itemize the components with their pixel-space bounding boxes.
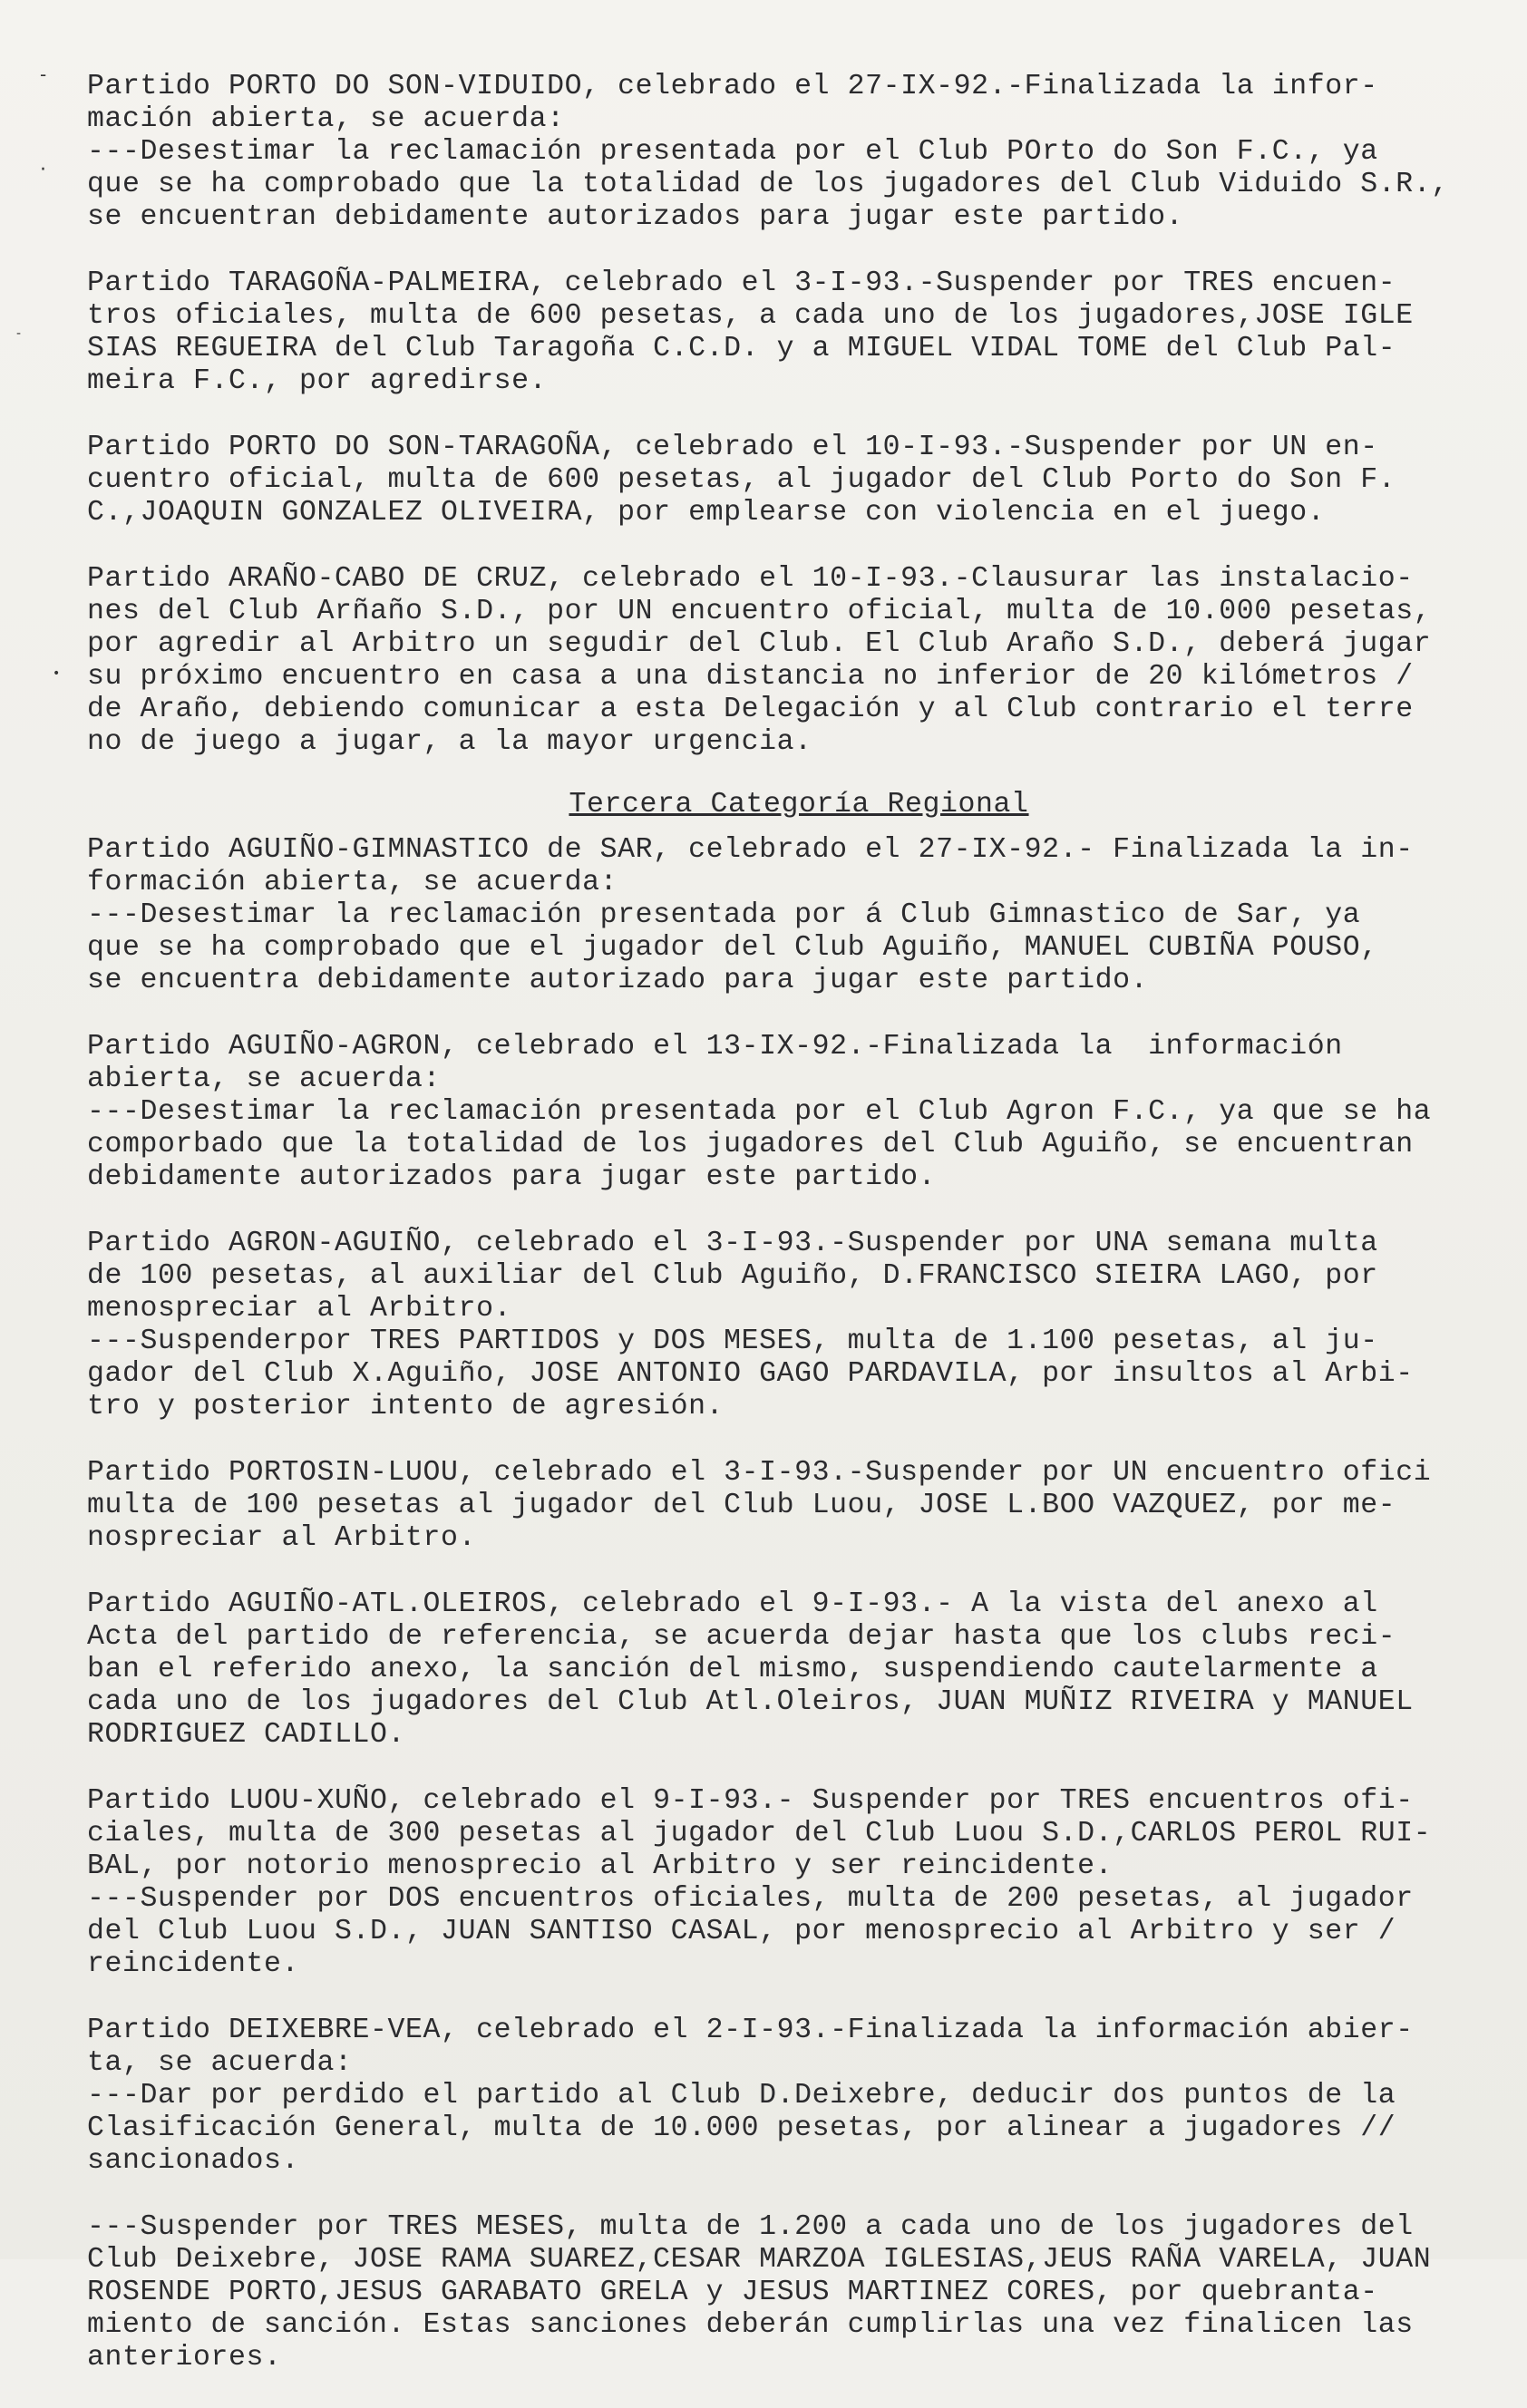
text-line: Partido AGUIÑO-AGRON, celebrado el 13-IX-92.-Finalizada la información <box>87 1031 1343 1063</box>
resolution-paragraph <box>87 2015 1474 2178</box>
resolution-paragraph <box>87 1457 1474 1555</box>
text-line: ---Suspender por TRES MESES, multa de 1.200 a cada uno de los jugadores del <box>87 2211 1414 2243</box>
text-line: cada uno de los jugadores del Club Atl.Oleiros, JUAN MUÑIZ RIVEIRA y MANUEL <box>87 1686 1414 1718</box>
margin-mark: - <box>40 63 47 85</box>
resolution-paragraph <box>87 1588 1474 1752</box>
text-line: ---Desestimar la reclamación presentada por el Club POrto do Son F.C., ya <box>87 136 1378 168</box>
text-line: que se ha comprobado que el jugador del Club Aguiño, MANUEL CUBIÑA POUSO, <box>87 932 1378 964</box>
text-line: RODRIGUEZ CADILLO. <box>87 1719 406 1751</box>
margin-mark: - <box>16 326 22 341</box>
text-line: Partido PORTO DO SON-VIDUIDO, celebrado el 27-IX-92.-Finalizada la infor- <box>87 71 1378 102</box>
resolution-paragraph <box>87 1785 1474 1981</box>
text-line: ---Desestimar la reclamación presentada por el Club Agron F.C., ya que se ha <box>87 1096 1432 1128</box>
document-body <box>87 71 1474 2408</box>
text-line: reincidente. <box>87 1948 300 1980</box>
text-line: SIAS REGUEIRA del Club Taragoña C.C.D. y a MIGUEL VIDAL TOME del Club Pal- <box>87 333 1396 364</box>
text-line: ban el referido anexo, la sanción del mismo, suspendiendo cautelarmente a <box>87 1654 1378 1685</box>
text-line: Partido AGUIÑO-GIMNASTICO de SAR, celebrado el 27-IX-92.- Finalizada la in- <box>87 834 1414 866</box>
resolution-paragraph <box>87 563 1474 759</box>
text-line: su próximo encuentro en casa a una distancia no inferior de 20 kilómetros / <box>87 661 1414 693</box>
text-line: se encuentran debidamente autorizados para jugar este partido. <box>87 201 1184 233</box>
text-line: ---Suspender por DOS encuentros oficiales, multa de 200 pesetas, al jugador <box>87 1883 1414 1915</box>
text-line: meira F.C., por agredirse. <box>87 365 548 397</box>
text-line: mación abierta, se acuerda: <box>87 103 565 135</box>
text-line: nospreciar al Arbitro. <box>87 1522 477 1554</box>
text-line: nes del Club Arñaño S.D., por UN encuentro oficial, multa de 10.000 pesetas, <box>87 596 1432 627</box>
resolution-paragraph <box>87 1031 1474 1194</box>
resolution-paragraph <box>87 432 1474 529</box>
resolution-paragraph <box>87 2211 1474 2374</box>
text-line: de 100 pesetas, al auxiliar del Club Aguiño, D.FRANCISCO SIEIRA LAGO, por <box>87 1260 1378 1292</box>
text-line: miento de sanción. Estas sanciones deberán cumplirlas una vez finalicen las <box>87 2309 1414 2341</box>
text-line: sancionados. <box>87 2145 300 2177</box>
section-heading: Tercera Categoría Regional <box>569 789 1029 820</box>
text-line: de Araño, debiendo comunicar a esta Delegación y al Club contrario el terre <box>87 694 1414 725</box>
text-line: se encuentra debidamente autorizado para jugar este partido. <box>87 965 1149 996</box>
text-line: ---Dar por perdido el partido al Club D.Deixebre, deducir dos puntos de la <box>87 2080 1396 2112</box>
text-line: formación abierta, se acuerda: <box>87 867 618 898</box>
text-line: Clasificación General, multa de 10.000 pesetas, por alinear a jugadores // <box>87 2112 1396 2144</box>
text-line: Partido AGRON-AGUIÑO, celebrado el 3-I-93.-Suspender por UNA semana multa <box>87 1228 1378 1259</box>
text-line: ---Suspenderpor TRES PARTIDOS y DOS MESES, multa de 1.100 pesetas, al ju- <box>87 1325 1378 1357</box>
text-line: tros oficiales, multa de 600 pesetas, a cada uno de los jugadores,JOSE IGLE <box>87 300 1414 332</box>
text-line: Partido PORTO DO SON-TARAGOÑA, celebrado el 10-I-93.-Suspender por UN en- <box>87 432 1378 463</box>
text-line: menospreciar al Arbitro. <box>87 1293 512 1325</box>
margin-mark: · <box>40 159 46 181</box>
resolution-paragraph <box>87 267 1474 398</box>
text-line: ROSENDE PORTO,JESUS GARABATO GRELA y JESUS MARTINEZ CORES, por quebranta- <box>87 2277 1378 2308</box>
text-line: cuentro oficial, multa de 600 pesetas, al jugador del Club Porto do Son F. <box>87 464 1396 496</box>
resolution-paragraph <box>87 834 1474 997</box>
text-line: que se ha comprobado que la totalidad de los jugadores del Club Viduido S.R., <box>87 169 1449 200</box>
text-line: C.,JOAQUIN GONZALEZ OLIVEIRA, por emplearse con violencia en el juego. <box>87 497 1326 529</box>
margin-mark: • <box>53 666 61 681</box>
text-line: por agredir al Arbitro un segudir del Club. El Club Araño S.D., deberá jugar <box>87 628 1432 660</box>
text-line: tro y posterior intento de agresión. <box>87 1391 725 1422</box>
text-line: Partido DEIXEBRE-VEA, celebrado el 2-I-93.-Finalizada la información abier- <box>87 2015 1414 2046</box>
text-line: multa de 100 pesetas al jugador del Club Luou, JOSE L.BOO VAZQUEZ, por me- <box>87 1490 1396 1521</box>
text-line: debidamente autorizados para jugar este partido. <box>87 1161 937 1193</box>
text-line: BAL, por notorio menosprecio al Arbitro y ser reincidente. <box>87 1850 1114 1882</box>
text-line: anteriores. <box>87 2342 282 2374</box>
text-line: Partido ARAÑO-CABO DE CRUZ, celebrado el 10-I-93.-Clausurar las instalacio- <box>87 563 1414 595</box>
text-line: Acta del partido de referencia, se acuerda dejar hasta que los clubs reci- <box>87 1621 1396 1653</box>
text-line: ta, se acuerda: <box>87 2047 353 2079</box>
resolution-paragraph <box>87 71 1474 234</box>
text-line: comporbado que la totalidad de los jugadores del Club Aguiño, se encuentran <box>87 1129 1414 1160</box>
text-line: no de juego a jugar, a la mayor urgencia. <box>87 726 812 758</box>
text-line: ---Desestimar la reclamación presentada por á Club Gimnastico de Sar, ya <box>87 899 1361 931</box>
text-line: Partido TARAGOÑA-PALMEIRA, celebrado el 3-I-93.-Suspender por TRES encuen- <box>87 267 1396 299</box>
text-line: gador del Club X.Aguiño, JOSE ANTONIO GAGO PARDAVILA, por insultos al Arbi- <box>87 1358 1414 1390</box>
text-line: Partido AGUIÑO-ATL.OLEIROS, celebrado el 9-I-93.- A la vista del anexo al <box>87 1588 1378 1620</box>
text-line: Partido PORTOSIN-LUOU, celebrado el 3-I-93.-Suspender por UN encuentro ofici <box>87 1457 1432 1489</box>
text-line: Club Deixebre, JOSE RAMA SUAREZ,CESAR MARZOA IGLESIAS,JEUS RAÑA VARELA, JUAN <box>87 2244 1432 2276</box>
text-line: abierta, se acuerda: <box>87 1063 442 1095</box>
text-line: del Club Luou S.D., JUAN SANTISO CASAL, por menosprecio al Arbitro y ser / <box>87 1916 1396 1947</box>
text-line: Partido LUOU-XUÑO, celebrado el 9-I-93.- Suspender por TRES encuentros ofi- <box>87 1785 1414 1817</box>
resolution-paragraph <box>87 1228 1474 1423</box>
text-line: ciales, multa de 300 pesetas al jugador del Club Luou S.D.,CARLOS PEROL RUI- <box>87 1818 1432 1850</box>
